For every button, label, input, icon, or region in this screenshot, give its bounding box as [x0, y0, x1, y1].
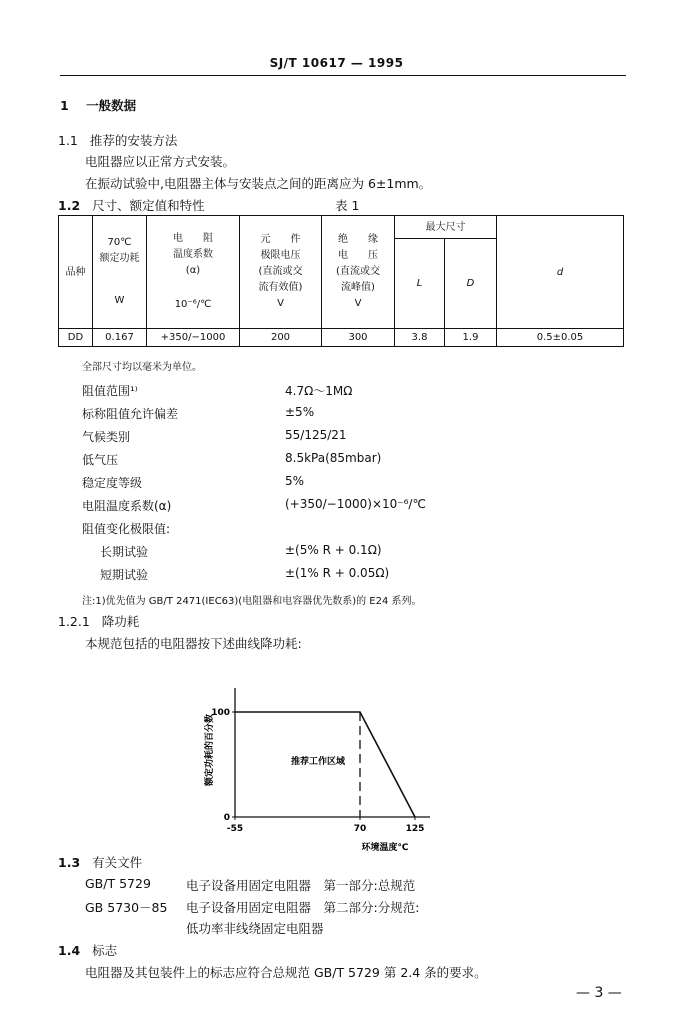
- section-1-2-1-heading: [58, 612, 139, 630]
- section-title: 尺寸、额定值和特性: [92, 198, 205, 213]
- header-line: 额定功耗: [99, 253, 140, 264]
- section-title: 标志: [92, 943, 118, 958]
- x-tick-label: -55: [226, 824, 244, 834]
- section-title: 一般数据: [86, 98, 137, 113]
- header-line: 流有效值): [258, 282, 303, 293]
- standard-number-header: SJ/T 10617 — 1995: [269, 56, 404, 70]
- section-number: 1.1: [58, 133, 78, 148]
- param-value: ±5%: [285, 405, 315, 419]
- header-line: (α): [185, 265, 201, 276]
- header-line: 70℃: [107, 237, 132, 248]
- cell-temp-coeff: +350/−1000: [147, 329, 240, 347]
- section-number: 1: [60, 98, 69, 113]
- doc-title: 电子设备用固定电阻器 第一部分:总规范: [186, 878, 416, 893]
- footnote: 注:1)优先值为 GB/T 2471(IEC63)(电阻器和电容器优先数系)的 E24 系列。: [82, 596, 422, 607]
- param-value: 5%: [285, 474, 305, 488]
- section-title: 有关文件: [92, 855, 143, 870]
- header-line: 极限电压: [260, 250, 301, 261]
- header-line: (直流或交: [336, 266, 380, 277]
- header-line: 电 阻: [173, 233, 213, 244]
- cell-power: 0.167: [93, 329, 147, 347]
- table-row: [59, 329, 624, 347]
- cell-insulation-voltage: 300: [322, 329, 395, 347]
- param-label: 阻值范围¹⁾: [82, 384, 138, 398]
- y-tick-label: 0: [223, 813, 230, 823]
- param-label: 标称阻值允许偏差: [82, 407, 179, 421]
- doc-title: 电子设备用固定电阻器 第二部分:分规范:: [186, 900, 420, 915]
- param-value: ±(5% R + 0.1Ω): [285, 543, 382, 557]
- cell-D: 1.9: [445, 329, 497, 347]
- section-1-1-heading: [58, 131, 177, 149]
- header-element-voltage: [240, 216, 322, 329]
- header-temp-coeff: [147, 216, 240, 329]
- section-1-2-heading: [58, 196, 205, 214]
- section-number: 1.4: [58, 943, 81, 958]
- header-rule: [60, 75, 626, 76]
- section-1-4-heading: [58, 941, 117, 959]
- y-axis-label: 额定功耗的百分数: [205, 713, 215, 787]
- paragraph: 电阻器及其包装件上的标志应符合总规范 GB/T 5729 第 2.4 条的要求。: [85, 965, 487, 980]
- header-line: 温度系数: [173, 249, 213, 260]
- header-D: D: [445, 239, 497, 329]
- header-max-dim: 最大尺寸: [395, 216, 497, 239]
- header-L: L: [395, 239, 445, 329]
- header-insulation-voltage: [322, 216, 395, 329]
- table-caption: 表 1: [335, 198, 360, 213]
- region-label: 推荐工作区域: [290, 757, 346, 767]
- page-number: — 3 —: [576, 985, 622, 1001]
- cell-variety: DD: [59, 329, 93, 347]
- cell-element-voltage: 200: [240, 329, 322, 347]
- doc-code: GB/T 5729: [85, 876, 151, 891]
- section-title: 推荐的安装方法: [89, 133, 178, 148]
- header-line: 绝 缘: [338, 234, 378, 245]
- header-line: 电 压: [338, 250, 378, 261]
- param-value: ±(1% R + 0.05Ω): [285, 566, 390, 580]
- header-d: d: [497, 216, 624, 329]
- param-label: 短期试验: [100, 568, 149, 582]
- param-label: 低气压: [82, 453, 119, 467]
- header-line: (直流或交: [258, 266, 303, 277]
- header-unit: W: [114, 295, 125, 306]
- cell-d: 0.5±0.05: [497, 329, 624, 347]
- header-unit: V: [354, 298, 362, 309]
- paragraph: 本规范包括的电阻器按下述曲线降功耗:: [85, 636, 302, 651]
- paragraph: 电阻器应以正常方式安装。: [85, 154, 236, 169]
- header-power: [93, 216, 147, 329]
- y-tick-label: 100: [211, 708, 230, 718]
- derating-chart: [190, 680, 460, 860]
- section-number: 1.2: [58, 198, 81, 213]
- param-label: 电阻温度系数(α): [82, 499, 172, 513]
- header-variety: 品种: [59, 216, 93, 329]
- header-line: 流峰值): [341, 282, 375, 293]
- param-value: 4.7Ω～1MΩ: [285, 384, 353, 398]
- param-value: 8.5kPa(85mbar): [285, 451, 382, 465]
- param-value: (+350/−1000)×10⁻⁶/℃: [285, 497, 426, 511]
- paragraph: 在振动试验中,电阻器主体与安装点之间的距离应为 6±1mm。: [85, 176, 432, 191]
- doc-code: GB 5730－85: [85, 900, 168, 915]
- section-number: 1.2.1: [58, 614, 90, 629]
- doc-title: 低功率非线绕固定电阻器: [186, 921, 324, 936]
- param-value: 55/125/21: [285, 428, 347, 442]
- param-label: 稳定度等级: [82, 476, 143, 490]
- section-title: 降功耗: [101, 614, 140, 629]
- table-header-row: [59, 216, 624, 239]
- x-tick-label: 70: [353, 824, 367, 834]
- param-label: 长期试验: [100, 545, 149, 559]
- x-tick-label: 125: [405, 824, 425, 834]
- header-line: 元 件: [260, 234, 301, 245]
- cell-L: 3.8: [395, 329, 445, 347]
- section-1-3-heading: [58, 853, 142, 871]
- section-1-heading: [60, 96, 136, 114]
- section-number: 1.3: [58, 855, 81, 870]
- param-label: 气候类别: [82, 430, 131, 444]
- param-label: 阻值变化极限值:: [82, 522, 171, 536]
- x-axis-label: 环境温度℃: [361, 843, 409, 853]
- spec-table: [58, 215, 624, 347]
- header-unit: 10⁻⁶/℃: [174, 299, 212, 310]
- header-unit: V: [277, 298, 284, 309]
- dimension-note: 全部尺寸均以毫米为单位。: [82, 362, 202, 373]
